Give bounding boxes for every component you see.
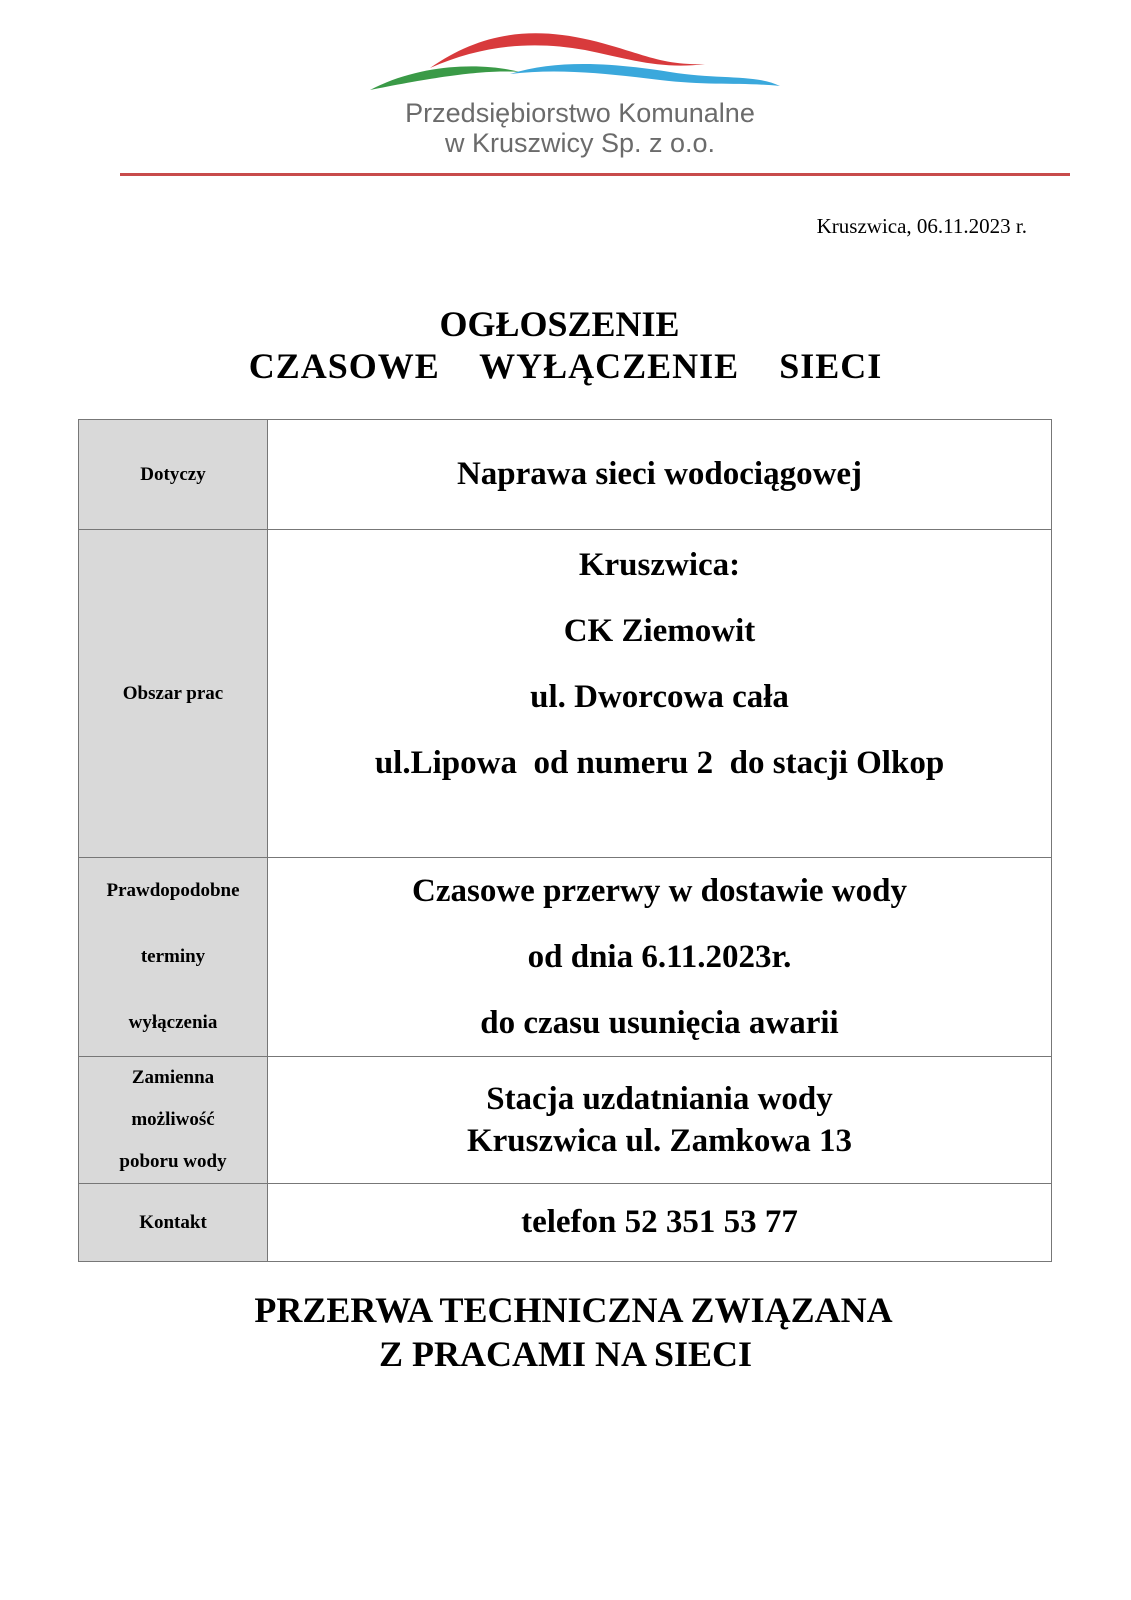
table-row-dotyczy — [79, 420, 1052, 530]
label-line: Prawdopodobne — [106, 880, 240, 901]
label-line: możliwość — [131, 1109, 215, 1130]
company-name-line2: w Kruszwicy Sp. z o.o. — [444, 128, 716, 158]
table-row-zamienna — [79, 1057, 1052, 1184]
title-line2: CZASOWE WYŁĄCZENIE SIECI — [248, 346, 883, 386]
value-line: od dnia 6.11.2023r. — [527, 939, 792, 975]
value-line: ul.Lipowa od numeru 2 do stacji Olkop — [374, 744, 945, 781]
company-name-line1: Przedsiębiorstwo Komunalne — [405, 98, 755, 128]
value-line: Kruszwica ul. Zamkowa 13 — [466, 1123, 852, 1159]
title-line1: OGŁOSZENIE — [439, 304, 680, 344]
company-logo — [360, 28, 800, 163]
header-rule — [120, 173, 1070, 176]
row-value — [268, 420, 1052, 530]
value-line: CK Ziemowit — [563, 612, 756, 649]
phone-value: telefon 52 351 53 77 — [521, 1204, 798, 1240]
value-line: Czasowe przerwy w dostawie wody — [412, 873, 907, 909]
value-line: ul. Dworcowa cała — [530, 678, 789, 715]
table-row-terminy — [79, 858, 1052, 1057]
document-date: Kruszwica, 06.11.2023 r. — [816, 214, 1027, 238]
label-line: wyłączenia — [128, 1012, 218, 1033]
info-table — [78, 419, 1052, 1262]
row-label: Kontakt — [79, 1184, 268, 1262]
row-value — [268, 1057, 1052, 1184]
row-value — [268, 858, 1052, 1057]
table-row-kontakt — [79, 1184, 1052, 1262]
row-value — [268, 530, 1052, 858]
label-line: poboru wody — [119, 1151, 227, 1172]
value-line: Kruszwica: — [578, 546, 741, 583]
wave-logo-icon — [360, 28, 800, 103]
row-label: Dotyczy — [79, 420, 268, 530]
value-line: Naprawa sieci wodociągowej — [456, 456, 863, 492]
value-line: do czasu usunięcia awarii — [480, 1005, 839, 1041]
row-label: Obszar prac — [79, 530, 268, 858]
row-value — [268, 1184, 1052, 1262]
value-line: Stacja uzdatniania wody — [486, 1081, 833, 1117]
row-label — [79, 1057, 268, 1184]
footer-line1: PRZERWA TECHNICZNA ZWIĄZANA — [254, 1290, 893, 1330]
label-line: Zamienna — [131, 1067, 215, 1088]
footer-line2: Z PRACAMI NA SIECI — [378, 1334, 753, 1374]
table-row-obszar-prac — [79, 530, 1052, 858]
label-line: terminy — [140, 946, 206, 967]
row-label — [79, 858, 268, 1057]
